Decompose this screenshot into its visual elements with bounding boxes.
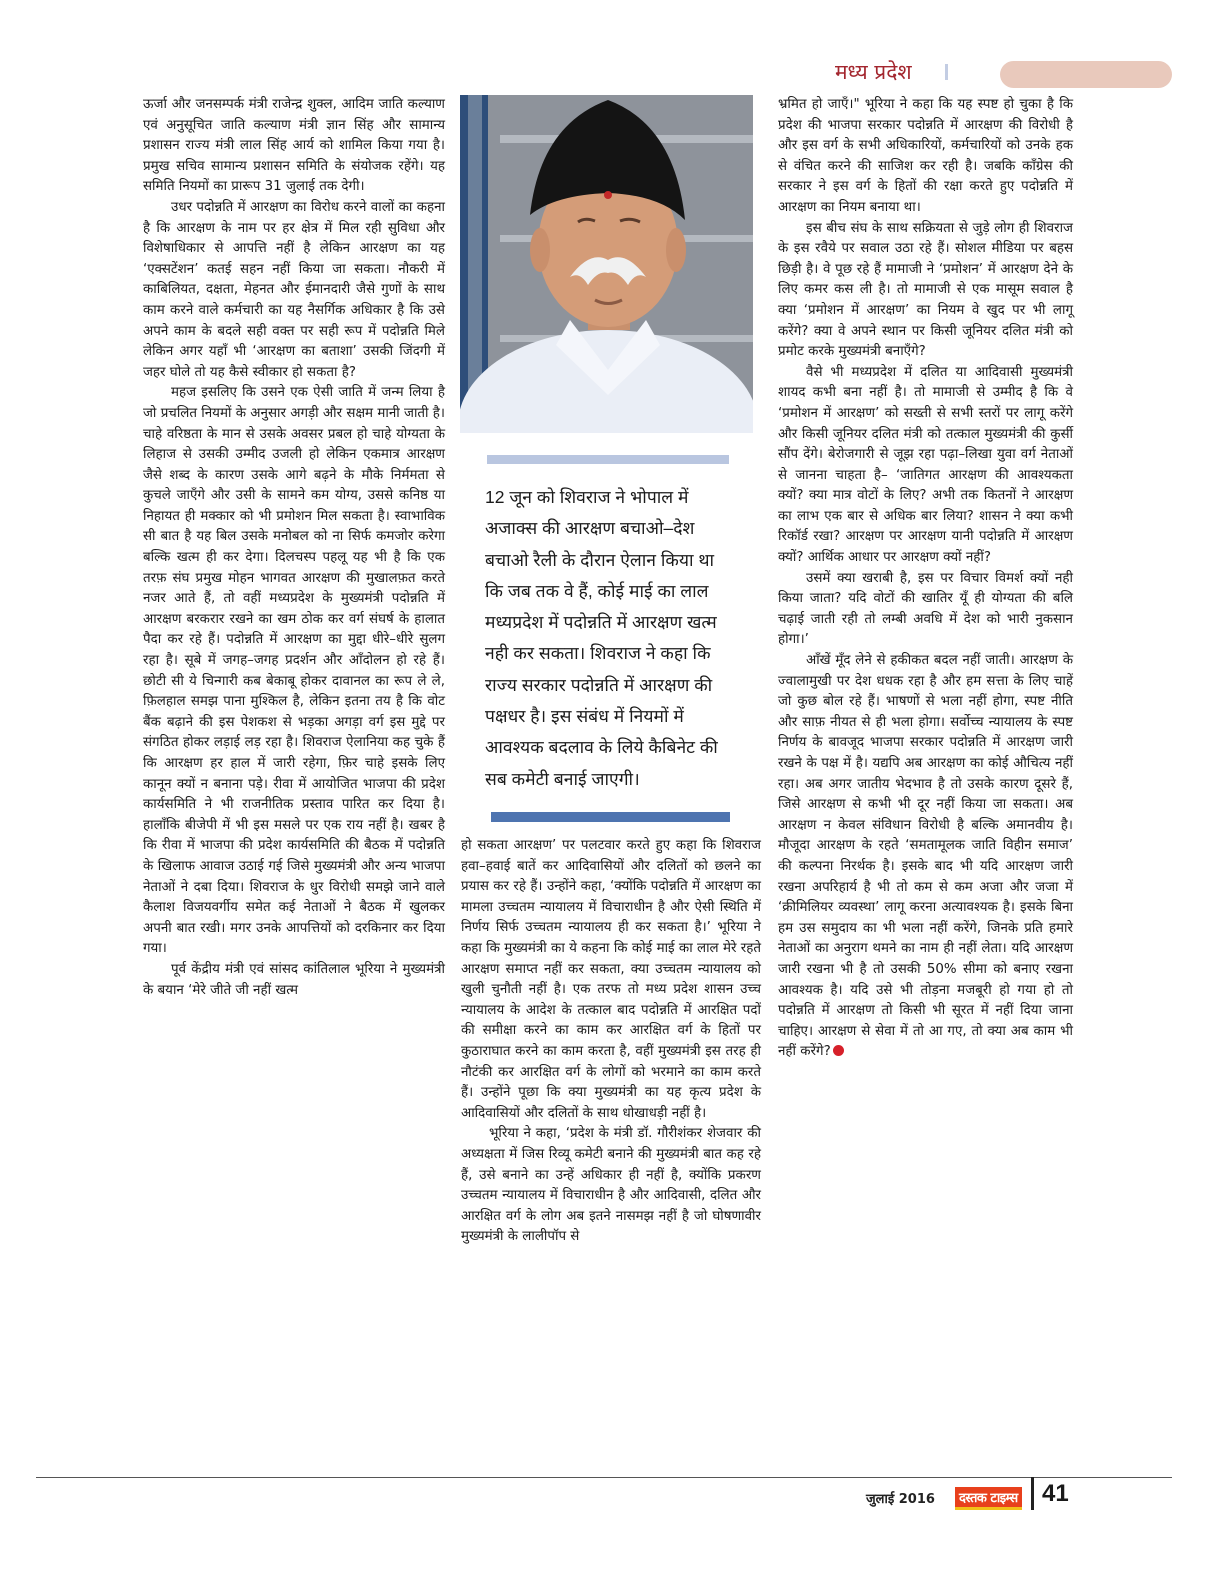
pull-quote-bottom-rule	[491, 812, 730, 822]
paragraph-text: आँखें मूँद लेने से हकीकत बदल नहीं जाती। आरक्षण के ज्वालामुखी पर देश धधक रहा है और हम सत्ता के लिए चाहें जो कुछ बोल रहे हैं। भाषणों से भला नहीं होगा, स्पष्ट नीति और साफ़ नीयत से ही भला होगा। सर्वोच्च न्यायालय के स्पष्ट निर्णय के बावजूद भाजपा सरकार पदोन्नति में आरक्षण जारी रखने के पक्ष में है। यद्यपि अब आरक्षण का कोई औचित्य नहीं रहा। अब अगर जातीय भेदभाव है तो उसके कारण दूसरे हैं, जिसे आरक्षण से कभी भी दूर नहीं किया जा सकता। अब आरक्षण न केवल संविधान विरोधी है बल्कि अमानवीय है। मौजूदा आरक्षण के रहते ‘समतामूलक जाति विहीन समाज’ की कल्पना निरर्थक है। इसके बाद भी यदि आरक्षण जारी रखना अपरिहार्य है भी तो कम से कम अजा और जजा में ‘क्रीमिलियर व्यवस्था’ लागू करना अत्यावश्यक है। इसके बिना हम उस समुदाय का भी भला नहीं करेंगे, जिनके प्रति हमारे नेताओं का अनुराग थमने का नाम ही नहीं लेता। यदि आरक्षण जारी रखना भी है तो उसकी 50% सीमा को बनाए रखना आवश्यक है। यदि उसे भी तोड़ना मजबूरी हो गया हो तो पदोन्नति में आरक्षण तो किसी भी सूरत में नहीं दिया जाना चाहिए। आरक्षण से सेवा में तो आ गए, तो क्या अब काम भी नहीं करेंगे?	[778, 653, 1073, 1060]
portrait-illustration-icon	[460, 95, 753, 433]
article-photo	[460, 95, 753, 433]
section-title: मध्य प्रदेश	[835, 60, 912, 84]
article-column-1	[143, 95, 445, 1001]
paragraph: भ्रमित हो जाएँ।" भूरिया ने कहा कि यह स्पष्ट हो चुका है कि प्रदेश की भाजपा सरकार पदोन्नति में आरक्षण की विरोधी है और इस वर्ग के सभी अधिकारियों, कर्मचारियों को उनके हक से वंचित करने की साजिश कर रही है। जबकि कॉंग्रेस की सरकार ने इस वर्ग के हितों की रक्षा करते हुए पदोन्नति में आरक्षण का नियम बनाया था।	[778, 97, 1073, 215]
paragraph: महज इसलिए कि उसने एक ऐसी जाति में जन्म लिया है जो प्रचलित नियमों के अनुसार अगड़ी और सक्षम मानी जाती है। चाहे वरिष्ठता के मान से उसके अवसर प्रबल हो चाहे योग्यता के लिहाज से उसकी उम्मीद उजली हो लेकिन एकमात्र आरक्षण जैसे शब्द के कारण उसके आगे बढ़ने के मौके निर्ममता से कुचले जाएँगे और उसी के सामने कम योग्य, उससे कनिष्ठ या निहायत ही मक्कार को भी प्रमोशन मिल सकता है। स्वाभाविक सी बात है यह बिल उसके मनोबल को ना सिर्फ कमजोर करेगा बल्कि खत्म ही कर देगा। दिलचस्प पहलू यह भी है कि एक तरफ़ संघ प्रमुख मोहन भागवत आरक्षण की मुखालफ़त करते नजर आते हैं, तो वहीं मध्यप्रदेश के मुख्यमंत्री पदोन्नति में आरक्षण बरकरार रखने का खम ठोक कर वर्ग संघर्ष के हालात पैदा कर रहे हैं। पदोन्नति में आरक्षण का मुद्दा धीरे–धीरे सुलग रहा है। सूबे में जगह–जगह प्रदर्शन और आँदोलन हो रहे हैं। छोटी सी ये चिन्गारी कब बेकाबू होकर दावानल का रूप ले ले, फ़िलहाल समझ पाना मुश्किल है, लेकिन इतना तय है कि वोट बैंक बढ़ाने की इस पेशकश से भड़का अगड़ा वर्ग इस मुद्दे पर संगठित होकर लड़ाई लड़ रहा है। शिवराज ऐलानिया कह चुके हैं कि आरक्षण हर हाल में जारी रहेगा, फ़िर चाहे इसके लिए कानून क्यों न बनाना पड़े। रीवा में आयोजित भाजपा की प्रदेश कार्यसमिति ने भी राजनीतिक प्रस्ताव पारित कर दिया है। हालाँकि बीजेपी में भी इस मसले पर एक राय नहीं है। खबर है कि रीवा में भाजपा की प्रदेश कार्यसमिति की बैठक में पदोन्नति के खिलाफ आवाज उठाई गई जिसे मुख्यमंत्री और अन्य भाजपा नेताओं ने दबा दिया। शिवराज के धुर विरोधी समझे जाने वाले कैलाश विजयवर्गीय समेत कई नेताओं ने बैठक में खुलकर अपनी बात रखी। मगर उनके आपत्तियों को दरकिनार कर दिया गया।	[143, 385, 445, 957]
paragraph: ऊर्जा और जनसम्पर्क मंत्री राजेन्द्र शुक्ल, आदिम जाति कल्याण एवं अनुसूचित जाति कल्याण मंत्री ज्ञान सिंह और सामान्य प्रशासन राज्य मंत्री लाल सिंह आर्य को शामिल किया गया है। प्रमुख सचिव सामान्य प्रशासन समिति के संयोजक रहेंगे। यह समिति नियमों का प्रारूप 31 जुलाई तक देगी।	[143, 97, 445, 195]
header-divider	[945, 64, 948, 80]
end-mark-icon	[833, 1045, 844, 1056]
paragraph-final	[778, 651, 1073, 1063]
header-decorative-pill	[1000, 61, 1172, 88]
page-number: 41	[1042, 1480, 1069, 1507]
footer-rule	[36, 1477, 1172, 1478]
paragraph: हो सकता आरक्षण’ पर पलटवार करते हुए कहा कि शिवराज हवा–हवाई बातें कर आदिवासियों और दलितों को छलने का प्रयास कर रहे हैं। उन्होंने कहा, ‘क्योंकि पदोन्नति में आरक्षण का मामला उच्चतम न्यायालय में विचाराधीन है और ऐसी स्थिति में निर्णय सिर्फ उच्चतम न्यायालय ही कर सकता है।’ भूरिया ने कहा कि मुख्यमंत्री का ये कहना कि कोई माई का लाल मेरे रहते आरक्षण समाप्त नहीं कर सकता, क्या उच्चतम न्यायालय को खुली चुनौती नहीं है। एक तरफ तो मध्य प्रदेश शासन उच्च न्यायालय के आदेश के तत्काल बाद पदोन्नति में आरक्षित पदों की समीक्षा करने का काम कर आरक्षित वर्ग के हितों पर कुठाराघात करने का काम करता है, वहीं मुख्यमंत्री इस तरह ही नौटंकी कर आरक्षित वर्ग के लोगों को भरमाने का काम करते हैं। उन्होंने पूछा कि क्या मुख्यमंत्री का यह कृत्य प्रदेश के आदिवासियों और दलितों के साथ धोखाधड़ी नहीं है।	[461, 838, 761, 1121]
pull-quote: 12 जून को शिवराज ने भोपाल में अजाक्स की आरक्षण बचाओ–देश बचाओ रैली के दौरान ऐलान किया था कि जब तक वे हैं, कोई माई का लाल मध्यप्रदेश में पदोन्नति में आरक्षण खत्म नही कर सकता। शिवराज ने कहा कि राज्य सरकार पदोन्नति में आरक्षण की पक्षधर है। इस संबंध में नियमों में आवश्यक बदलाव के लिये कैबिनेट की सब कमेटी बनाई जाएगी।	[485, 487, 718, 789]
issue-date: जुलाई 2016	[866, 1492, 935, 1507]
paragraph: इस बीच संघ के साथ सक्रियता से जुड़े लोग ही शिवराज के इस रवैये पर सवाल उठा रहे हैं। सोशल मीडिया पर बहस छिड़ी है। वे पूछ रहे हैं मामाजी ने ‘प्रमोशन’ में आरक्षण देने के लिए कमर कस ली है। तो मामाजी से एक मासूम सवाल है क्या ‘प्रमोशन में आरक्षण’ का नियम वे खुद पर भी लागू करेंगे? क्या वे अपने स्थान पर किसी जूनियर दलित मंत्री को प्रमोट करके मुख्यमंत्री बनाएँगे?	[778, 220, 1073, 360]
article-column-2	[461, 836, 761, 1248]
paragraph: वैसे भी मध्यप्रदेश में दलित या आदिवासी मुख्यमंत्री शायद कभी बना नहीं है। तो मामाजी से उम्मीद है कि वे ‘प्रमोशन में आरक्षण’ को सख्ती से सभी स्तरों पर लागू करेंगे और किसी जूनियर दलित मंत्री को तत्काल मुख्यमंत्री की कुर्सी सौंप देंगे। बेरोजगारी से जूझ रहा पढ़ा–लिखा युवा वर्ग नेताओं से जानना चाहता है– ‘जातिगत आरक्षण की आवश्यकता क्यों? क्या मात्र वोटों के लिए? अभी तक कितनों ने आरक्षण का लाभ एक बार से अधिक बार लिया? शासन ने क्या कभी रिकॉर्ड रखा? आरक्षण पर आरक्षण यानी पदोन्नति में आरक्षण क्यों? आर्थिक आधार पर आरक्षण क्यों नहीं?	[778, 364, 1073, 566]
paragraph: पूर्व केंद्रीय मंत्री एवं सांसद कांतिलाल भूरिया ने मुख्यमंत्री के बयान ‘मेरे जीते जी नहीं खत्म	[143, 961, 445, 998]
paragraph: उसमें क्या खराबी है, इस पर विचार विमर्श क्यों नही किया जाता? यदि वोटों की खातिर यूँ ही योग्यता की बलि चढ़ाई जाती रही तो लम्बी अवधि में देश को भारी नुकसान होगा।’	[778, 570, 1073, 648]
footer-divider	[1031, 1477, 1034, 1510]
paragraph: उधर पदोन्नति में आरक्षण का विरोध करने वालों का कहना है कि आरक्षण के नाम पर हर क्षेत्र में मिल रही सुविधा और विशेषाधिकार से आपत्ति नहीं है लेकिन आरक्षण का यह ‘एक्सटेंशन’ कतई सहन नहीं किया जा सकता। नौकरी में काबिलियत, दक्षता, मेहनत और ईमानदारी जैसे गुणों के साथ काम करने वाले कर्मचारी का यह नैसर्गिक अधिकार है कि उसे अपने काम के बदले सही वक्त पर सही रूप में पदोन्नति मिले लेकिन अगर यहाँ भी ‘आरक्षण का बताशा’ उसकी जिंदगी में जहर घोले तो यह कैसे स्वीकार हो सकता है?	[143, 199, 445, 380]
article-column-3	[778, 95, 1073, 1063]
publication-logo: दस्तक टाइम्स	[955, 1487, 1022, 1510]
pull-quote-top-rule	[487, 455, 729, 464]
paragraph: भूरिया ने कहा, ‘प्रदेश के मंत्री डॉ. गौरीशंकर शेजवार की अध्यक्षता में जिस रिव्यू कमेटी बनाने की मुख्यमंत्री बात कह रहे हैं, उसे बनाने का उन्हें अधिकार ही नहीं है, क्योंकि प्रकरण उच्चतम न्यायालय में विचाराधीन है और आदिवासी, दलित और आरक्षित वर्ग के लोग अब इतने नासमझ नहीं है जो घोषणावीर मुख्यमंत्री के लालीपॉप से	[461, 1126, 761, 1245]
